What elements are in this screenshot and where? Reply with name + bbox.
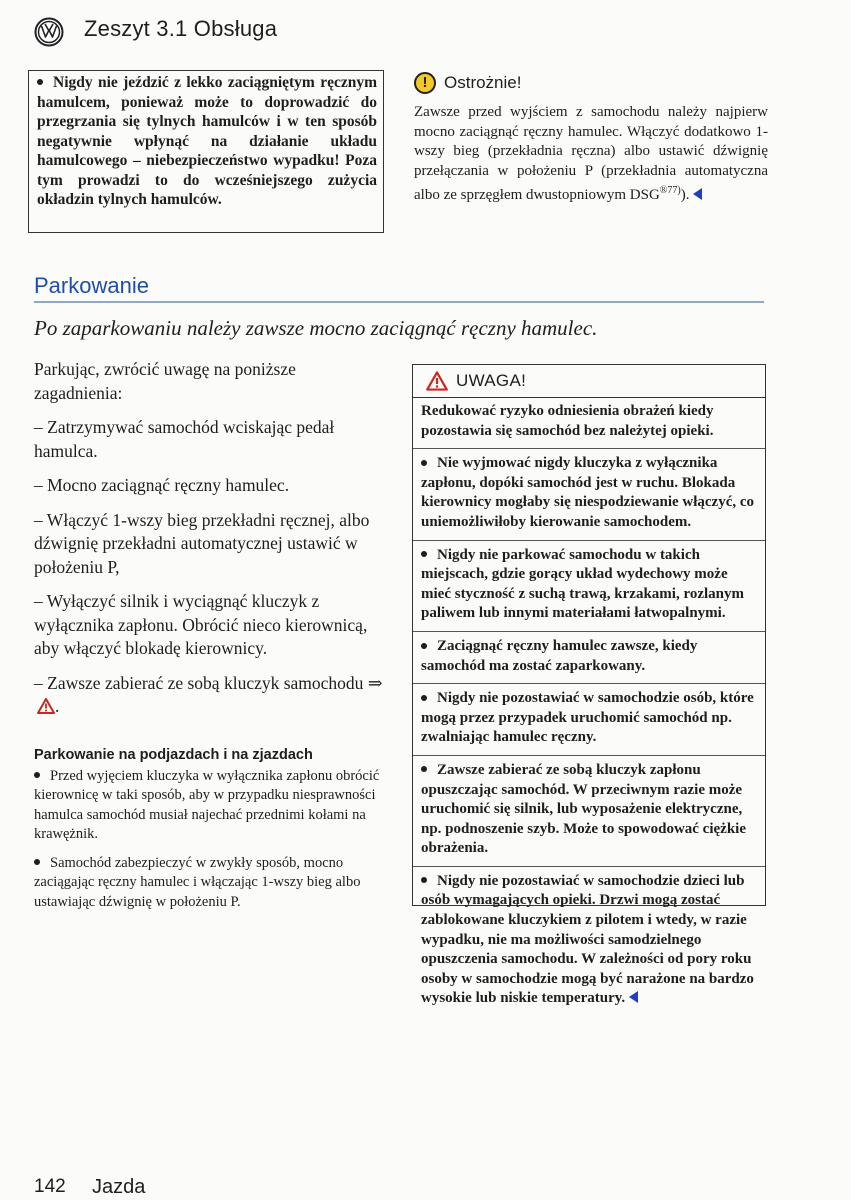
step-item: – Wyłączyć silnik i wyciągnąć kluczyk z wyłącznika zapłonu. Obrócić nieco kierownicą, aby włączyć blokadę kierownicy. xyxy=(34,591,368,658)
step-item: – Włączyć 1-wszy bieg przekładni ręcznej, albo dźwignię przekładni automatycznej ustawić w położeniu P, xyxy=(34,509,370,577)
warning-intro: Redukować ryzyko odniesienia obrażeń kiedy pozostawia się samochód bez należytej opieki. xyxy=(421,403,714,439)
bullet-icon xyxy=(421,766,427,772)
warning-box-top xyxy=(28,70,384,233)
step-item: – Mocno zaciągnąć ręczny hamulec. xyxy=(34,475,290,495)
bullet-icon xyxy=(34,859,40,865)
vw-logo xyxy=(34,17,64,47)
caution-text: Zawsze przed wyjściem z samochodu należy najpierw mocno zaciągnąć ręczny hamulec. Włączyć dodatkowo 1-wszy bieg (przekładnia ręczna) albo ustawić dźwignię przełączania w położeniu P (przekładnia automatyczna albo ze sprzęgłem dwustopniowym $DSG^{®77)}$). xyxy=(414,104,768,203)
warning-item: Nie wyjmować nigdy kluczyka z wyłącznika zapłonu, dopóki samochód jest w ruchu. Blokada kierownicy mogłaby się niespodziewanie włączyć, co uniemożliwiłoby kierowanie samochodem. xyxy=(421,455,755,530)
caution-title: Ostrożnie! xyxy=(444,73,522,92)
caution-icon: ! xyxy=(414,72,436,94)
warning-item: Nigdy nie pozostawiać w samochodzie dzieci lub osób wymagających opieki. Drzwi mogą zostać zablokowane kluczykiem z pilotem i wtedy, w razie wypadku, nie ma możliwości samodzielnego opuszczenia samochodu. W zależności od pory roku osoby w samochodzie mogą być narażone na bardzo wysokie lub niskie temperatury. xyxy=(421,872,754,1007)
bullet-icon xyxy=(421,643,427,649)
divider xyxy=(413,683,765,684)
bullet-icon xyxy=(421,460,427,466)
footer-title: Jazda xyxy=(92,1176,146,1198)
divider xyxy=(413,755,765,756)
step-item: – Zatrzymywać samochód wciskając pedał hamulca. xyxy=(34,417,335,461)
header-title: Zeszyt 3.1 Obsługa xyxy=(84,16,278,41)
end-of-section-icon xyxy=(693,188,702,200)
bullet-icon xyxy=(421,695,427,701)
footnote-ref: ®77) xyxy=(659,185,681,196)
end-of-section-icon xyxy=(629,991,638,1003)
reference-arrow: ⇒ xyxy=(367,672,383,693)
lead-text: Parkując, zwrócić uwagę na poniższe zagadnienia: xyxy=(34,359,296,403)
warning-item: Zaciągnąć ręczny hamulec zawsze, kiedy samochód ma zostać zaparkowany. xyxy=(421,637,698,674)
warning-item: Nigdy nie parkować samochodu w takich miejscach, gdzie gorący układ wydechowy może mieć styczność z suchą trawą, krzakami, rozlanym paliwem lub innymi materiałami łatwopalnymi. xyxy=(421,546,744,622)
list-item: Przed wyjęciem kluczyka w wyłącznika zapłonu obrócić kierownicę w taki sposób, aby w przypadku niesprawności hamulca samochód musiał najechać przednimi kołami na krawężnik. xyxy=(34,767,380,842)
divider xyxy=(413,448,765,449)
warning-triangle-icon xyxy=(37,697,55,713)
warning-item: Zawsze zabierać ze sobą kluczyk zapłonu opuszczając samochód. W przeciwnym razie może uruchomić się silnik, lub wyposażenie elektryczne, np. podnoszenie szyb. Może to spowodować ciężkie obrażenia. xyxy=(421,761,746,857)
section-intro: Po zaparkowaniu należy zawsze mocno zaciągnąć ręczny hamulec. xyxy=(34,316,598,340)
divider xyxy=(413,631,765,632)
left-column xyxy=(34,358,384,921)
section-title: Parkowanie xyxy=(34,273,149,298)
bullet-icon xyxy=(34,772,40,778)
warning-header xyxy=(413,365,765,398)
warning-top-text: Nigdy nie jeździć z lekko zaciągniętym ręcznym hamulcem, ponieważ może to doprowadzić do przegrzania się tylnych hamulców i w ten sposób negatywnie wpłynąć na działanie układu hamulcowego – niebezpieczeństwo wypadku! Poza tym prowadzi to do wcześniejszego zużycia okładzin tylnych hamulców. xyxy=(37,74,377,208)
list-item: Samochód zabezpieczyć w zwykły sposób, mocno zaciągając ręczny hamulec i włączając 1-wszy bieg albo ustawiając dźwignię w położeniu P. xyxy=(34,854,361,910)
subheading: Parkowanie na podjazdach i na zjazdach xyxy=(34,746,313,763)
warning-title: UWAGA! xyxy=(456,371,527,390)
bullet-icon xyxy=(421,877,427,883)
divider xyxy=(413,540,765,541)
warning-item: Nigdy nie pozostawiać w samochodzie osób, które mogą przez przypadek uruchomić samochód np. zwalniając hamulec ręczny. xyxy=(421,690,754,746)
section-divider xyxy=(34,301,764,303)
page-number: 142 xyxy=(34,1176,66,1197)
warning-box xyxy=(412,364,766,1007)
bullet-icon xyxy=(37,79,43,85)
caution-block xyxy=(414,72,768,206)
bullet-icon xyxy=(421,551,427,557)
warning-triangle-icon xyxy=(426,371,448,391)
step-item: – Zawsze zabierać ze sobą kluczyk samochodu ⇒. xyxy=(34,672,383,716)
divider xyxy=(413,866,765,867)
